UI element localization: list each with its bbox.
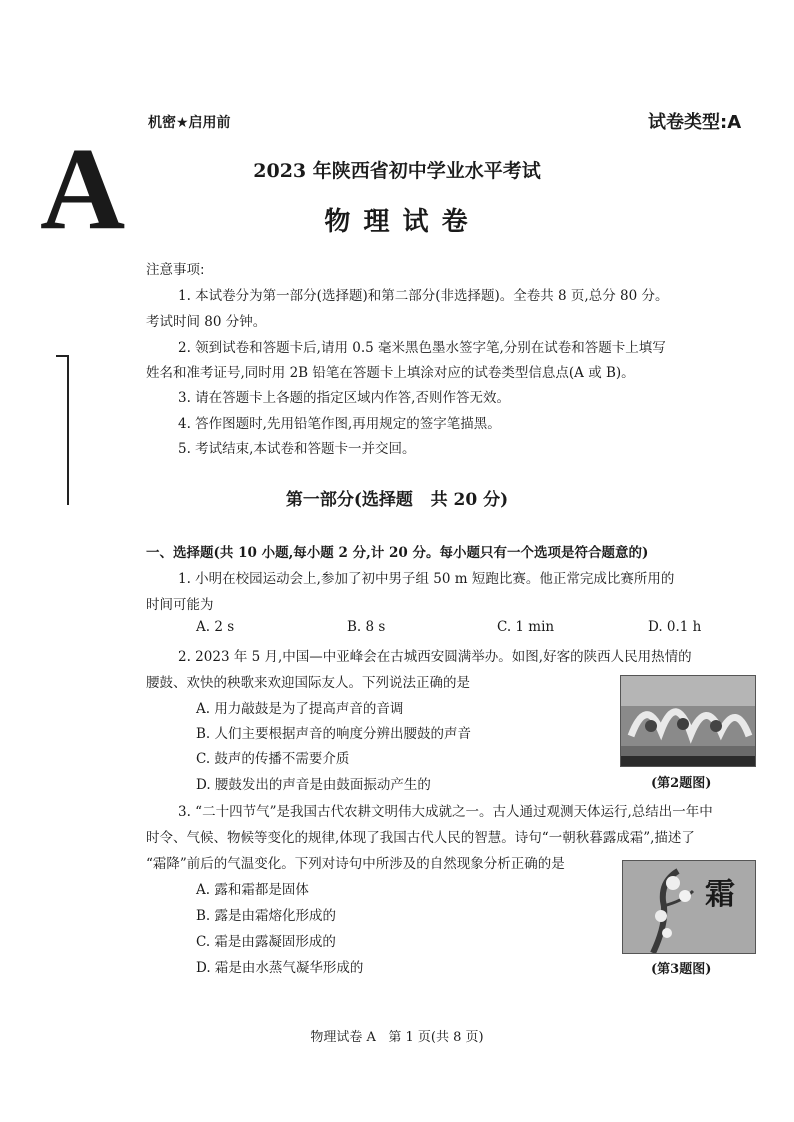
q3-option-b: B. 露是由霜熔化形成的 (196, 908, 337, 924)
notice-line: 1. 本试卷分为第一部分(选择题)和第二部分(非选择题)。全卷共 8 页,总分 80 分。 (178, 288, 669, 304)
paper-type-label: 试卷类型:A (648, 112, 742, 133)
part1-title: 第一部分(选择题 共 20 分) (285, 490, 509, 510)
q3-option-d: D. 霜是由水蒸气凝华形成的 (196, 960, 364, 976)
q2-figure-caption: (第2题图) (651, 776, 712, 791)
notice-line: 考试时间 80 分钟。 (146, 314, 267, 330)
q3-stem: 时令、气候、物候等变化的规律,体现了我国古代人民的智慧。诗句“一朝秋暮露成霜”,描述了 (146, 830, 695, 846)
notice-line: 3. 请在答题卡上各题的指定区域内作答,否则作答无效。 (178, 390, 510, 406)
notice-line: 5. 考试结束,本试卷和答题卡一并交回。 (178, 441, 416, 457)
q1-stem: 时间可能为 (146, 597, 214, 613)
q3-stem: 3. “二十四节气”是我国古代农耕文明伟大成就之一。古人通过观测天体运行,总结出一年中 (178, 804, 713, 820)
q2-stem: 2. 2023 年 5 月,中国—中亚峰会在古城西安圆满举办。如图,好客的陕西人民用热情的 (178, 649, 692, 665)
q2-option-b: B. 人们主要根据声音的响度分辨出腰鼓的声音 (196, 726, 472, 742)
q2-figure-photo (620, 675, 756, 767)
q1-option-a: A. 2 s (196, 619, 235, 635)
q3-option-c: C. 霜是由露凝固形成的 (196, 934, 336, 950)
notice-line: 姓名和准考证号,同时用 2B 铅笔在答题卡上填涂对应的试卷类型信息点(A 或 B)。 (146, 365, 635, 381)
exam-title: 2023 年陕西省初中学业水平考试 (253, 160, 541, 182)
page-footer: 物理试卷 A 第 1 页(共 8 页) (310, 1030, 484, 1045)
subject-title: 物 理 试 卷 (324, 207, 470, 237)
q2-option-a: A. 用力敲鼓是为了提高声音的音调 (196, 701, 404, 717)
q3-figure-photo (622, 860, 756, 954)
q1-option-d: D. 0.1 h (648, 619, 702, 635)
frost-branch-illustration (623, 861, 755, 953)
q1-option-c: C. 1 min (497, 619, 555, 635)
frost-glyph: 霜 (705, 877, 735, 912)
q1-option-b: B. 8 s (347, 619, 386, 635)
q2-option-c: C. 鼓声的传播不需要介质 (196, 751, 350, 767)
q2-option-d: D. 腰鼓发出的声音是由鼓面振动产生的 (196, 777, 431, 793)
confidential-label: 机密★启用前 (148, 115, 231, 131)
margin-binding-line (67, 355, 69, 505)
notice-heading: 注意事项: (146, 262, 205, 278)
notice-line: 4. 答作图题时,先用铅笔作图,再用规定的签字笔描黑。 (178, 416, 501, 432)
waist-drum-dance-illustration (621, 676, 755, 766)
q3-figure-caption: (第3题图) (651, 962, 712, 977)
q1-stem: 1. 小明在校园运动会上,参加了初中男子组 50 m 短跑比赛。他正常完成比赛所用的 (178, 571, 675, 587)
margin-binding-tick (56, 355, 68, 357)
q3-option-a: A. 露和霜都是固体 (196, 882, 309, 898)
notice-line: 2. 领到试卷和答题卡后,请用 0.5 毫米黑色墨水签字笔,分别在试卷和答题卡上填写 (178, 340, 666, 356)
q3-stem: “霜降”前后的气温变化。下列对诗句中所涉及的自然现象分析正确的是 (146, 856, 565, 872)
paper-type-big-letter: A (40, 123, 126, 254)
q2-stem: 腰鼓、欢快的秧歌来欢迎国际友人。下列说法正确的是 (146, 675, 470, 691)
section-title: 一、选择题(共 10 小题,每小题 2 分,计 20 分。每小题只有一个选项是符合题意的) (146, 545, 649, 561)
